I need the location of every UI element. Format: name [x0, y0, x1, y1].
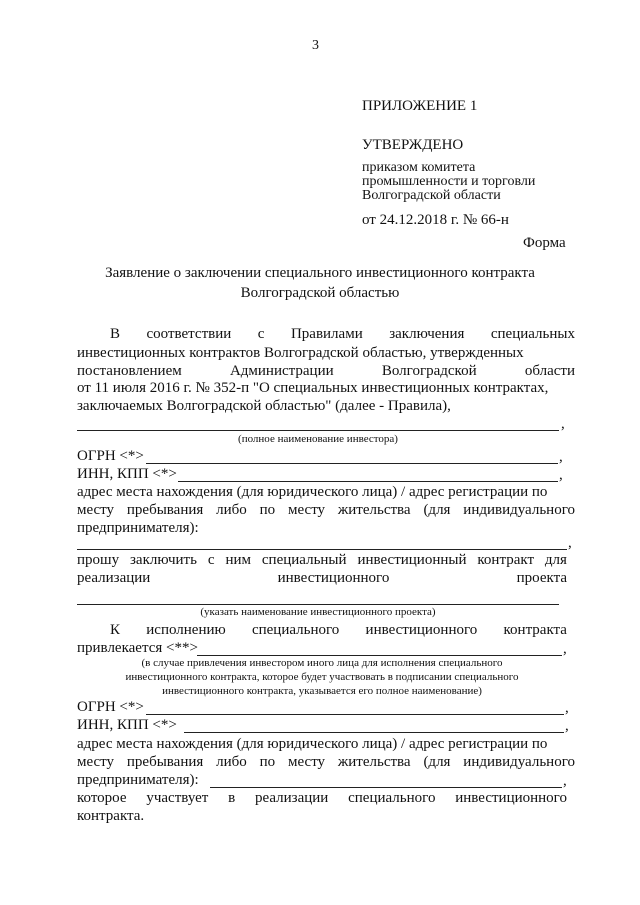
participation-line2: контракта. — [77, 808, 145, 824]
page-number: 3 — [312, 38, 319, 53]
intro-line2: инвестиционных контрактов Волгоградской областью, утвержденных — [77, 345, 524, 361]
intro-line4: от 11 июля 2016 г. № 352-п "О специальных инвестиционных контрактах, — [77, 380, 549, 396]
order-issuer-line2: промышленности и торговли — [362, 174, 536, 189]
comma: , — [563, 773, 567, 789]
document-title-line1: Заявление о заключении специального инвестиционного контракта — [105, 265, 535, 281]
intro-line5: заключаемых Волгоградской областью" (далее - Правила), — [77, 398, 451, 414]
intro-line1: В соответствии с Правилами заключения специальных — [110, 326, 575, 342]
comma: , — [559, 449, 563, 465]
involved-address-line2: месту пребывания либо по месту жительства (для индивидуального — [77, 754, 575, 770]
project-name-field[interactable] — [77, 604, 559, 605]
participation-line1: которое участвует в реализации специального инвестиционного — [77, 790, 567, 806]
involved-ogrn-field[interactable] — [146, 714, 564, 715]
involved-ogrn-label: ОГРН <*> — [77, 699, 144, 715]
involved-address-field[interactable] — [210, 787, 562, 788]
intro-line3: постановлением Администрации Волгоградской области — [77, 363, 575, 379]
involved-hint-line2: инвестиционного контракта, которое будет участвовать в подписании специального — [125, 671, 519, 683]
investor-ogrn-label: ОГРН <*> — [77, 448, 144, 464]
comma: , — [563, 641, 567, 657]
comma: , — [561, 416, 565, 432]
involved-inn-label: ИНН, КПП <*> — [77, 717, 177, 733]
investor-inn-label: ИНН, КПП <*> — [77, 466, 177, 482]
involved-hint-line1: (в случае привлечения инвестором иного лица для исполнения специального — [141, 657, 503, 669]
involved-inn-field[interactable] — [184, 732, 564, 733]
involved-party-field[interactable] — [197, 655, 562, 656]
involved-line1: К исполнению специального инвестиционного контракта — [110, 622, 567, 638]
involved-hint-line3: инвестиционного контракта, указывается его полное наименование) — [162, 685, 482, 697]
investor-address-field[interactable] — [77, 549, 567, 550]
appendix-heading: ПРИЛОЖЕНИЕ 1 — [362, 98, 478, 114]
order-issuer-line1: приказом комитета — [362, 160, 476, 175]
investor-inn-field[interactable] — [178, 481, 558, 482]
investor-address-line1: адрес места нахождения (для юридического лица) / адрес регистрации по — [77, 484, 548, 500]
involved-address-line1: адрес места нахождения (для юридического лица) / адрес регистрации по — [77, 736, 548, 752]
comma: , — [568, 535, 572, 551]
order-date: от 24.12.2018 г. № 66-н — [362, 212, 509, 228]
investor-name-hint: (полное наименование инвестора) — [238, 433, 398, 445]
comma: , — [565, 718, 569, 734]
approved-heading: УТВЕРЖДЕНО — [362, 137, 464, 153]
project-name-hint: (указать наименование инвестиционного проекта) — [200, 606, 436, 618]
investor-ogrn-field[interactable] — [146, 463, 558, 464]
request-line2: реализации инвестиционного проекта — [77, 570, 567, 586]
request-line1: прошу заключить с ним специальный инвестиционный контракт для — [77, 552, 567, 568]
investor-address-line3: предпринимателя): — [77, 520, 199, 536]
investor-address-line2: месту пребывания либо по месту жительства (для индивидуального — [77, 502, 575, 518]
form-label: Форма — [523, 235, 566, 251]
involved-line2: привлекается <**> — [77, 640, 198, 656]
document-title-line2: Волгоградской областью — [240, 285, 400, 301]
comma: , — [565, 700, 569, 716]
involved-address-line3: предпринимателя): — [77, 772, 199, 788]
investor-name-field[interactable] — [77, 430, 559, 431]
order-issuer-line3: Волгоградской области — [362, 188, 501, 203]
comma: , — [559, 467, 563, 483]
